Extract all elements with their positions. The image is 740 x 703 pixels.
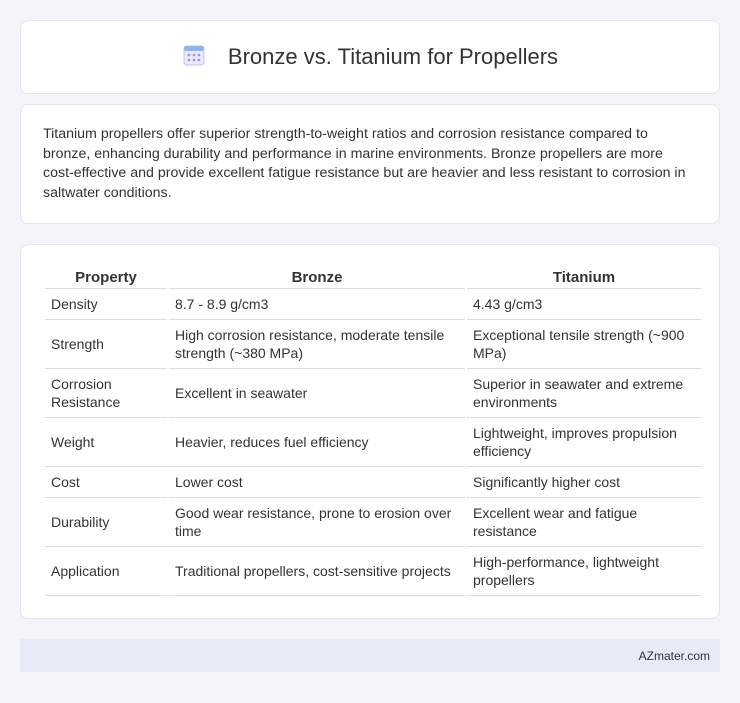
header-property: Property xyxy=(45,265,167,289)
comparison-card xyxy=(20,244,720,619)
table-row xyxy=(45,498,701,547)
header xyxy=(182,43,558,72)
footer-brand: AZmater.com xyxy=(638,648,710,663)
comparison-table xyxy=(43,265,703,596)
table-row xyxy=(45,369,701,418)
table-row xyxy=(45,289,701,320)
cell-bronze: Lower cost xyxy=(169,467,465,498)
intro-card xyxy=(20,104,720,224)
cell-bronze: Traditional propellers, cost-sensitive projects xyxy=(169,547,465,596)
cell-titanium: Significantly higher cost xyxy=(467,467,701,498)
intro-text: Titanium propellers offer superior strength-to-weight ratios and corrosion resistance compared to bronze, enhancing durability and performance in marine environments. Bronze propellers are more cost-effective and provide excellent fatigue resistance but are heavier and less resistant to corrosion in saltwater conditions. xyxy=(43,126,686,201)
cell-titanium: Lightweight, improves propulsion efficiency xyxy=(467,418,701,467)
cell-bronze: Good wear resistance, prone to erosion over time xyxy=(169,498,465,547)
table-row xyxy=(45,320,701,369)
cell-property: Application xyxy=(45,547,167,596)
table-row xyxy=(45,418,701,467)
cell-bronze: 8.7 - 8.9 g/cm3 xyxy=(169,289,465,320)
cell-titanium: Superior in seawater and extreme environments xyxy=(467,369,701,418)
cell-property: Weight xyxy=(45,418,167,467)
page-title: Bronze vs. Titanium for Propellers xyxy=(227,44,559,69)
cell-titanium: 4.43 g/cm3 xyxy=(467,289,701,320)
cell-titanium: High-performance, lightweight propellers xyxy=(467,547,701,596)
cell-titanium: Excellent wear and fatigue resistance xyxy=(467,498,701,547)
table-row xyxy=(45,547,701,596)
cell-property: Density xyxy=(45,289,167,320)
header-bronze: Bronze xyxy=(169,265,465,289)
footer xyxy=(20,639,720,672)
cell-bronze: Excellent in seawater xyxy=(169,369,465,418)
cell-property: Strength xyxy=(45,320,167,369)
header-titanium: Titanium xyxy=(467,265,701,289)
table-row xyxy=(45,467,701,498)
cell-property: Cost xyxy=(45,467,167,498)
cell-bronze: Heavier, reduces fuel efficiency xyxy=(169,418,465,467)
cell-property: Durability xyxy=(45,498,167,547)
header-card xyxy=(20,20,720,94)
calendar-icon xyxy=(182,43,206,72)
table-header-row xyxy=(45,265,701,289)
cell-titanium: Exceptional tensile strength (~900 MPa) xyxy=(467,320,701,369)
cell-property: Corrosion Resistance xyxy=(45,369,167,418)
cell-bronze: High corrosion resistance, moderate tensile strength (~380 MPa) xyxy=(169,320,465,369)
